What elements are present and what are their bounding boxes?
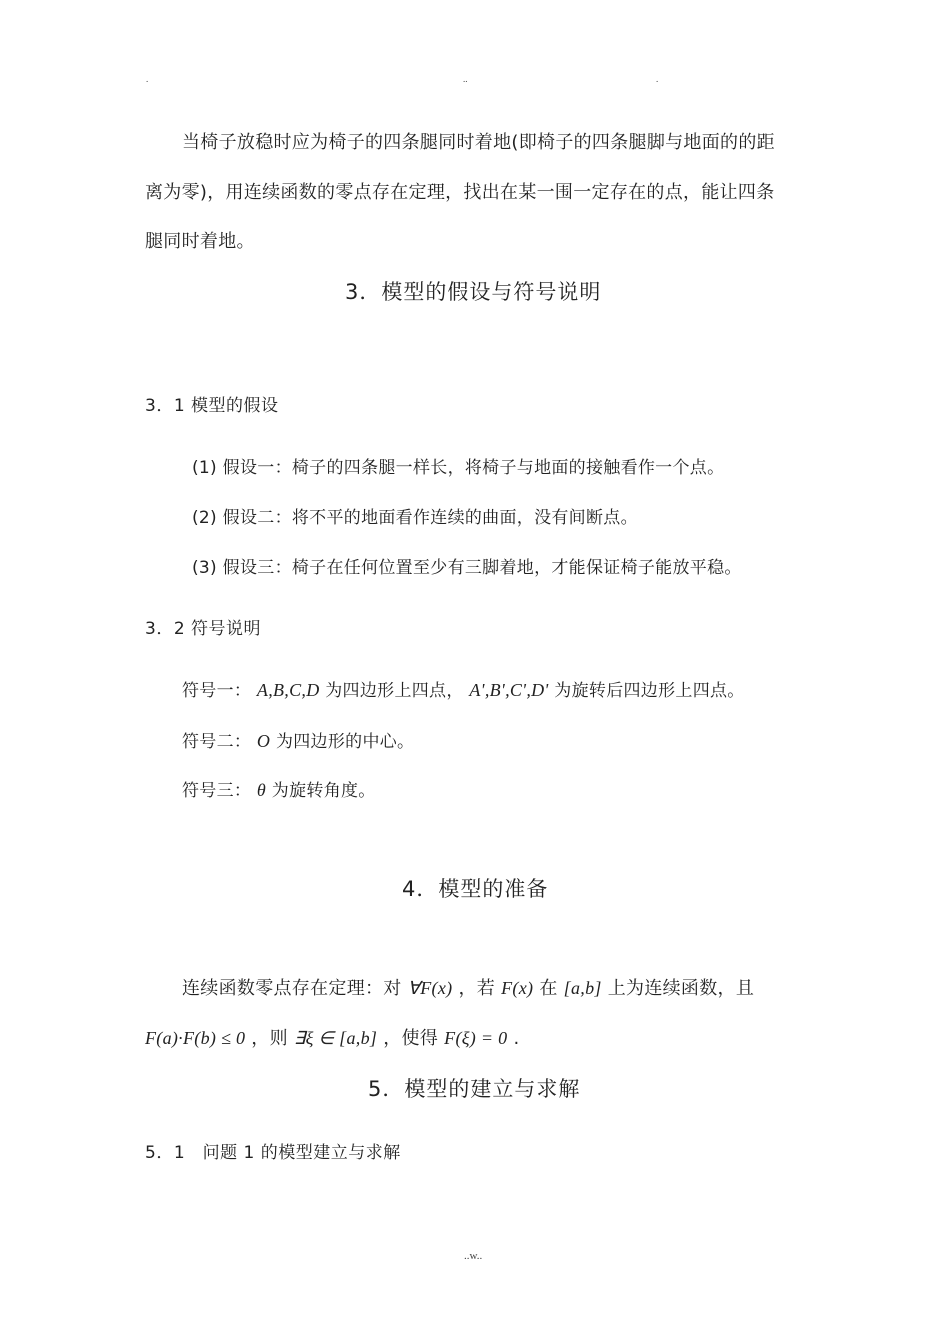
section-5-1-title: 5．1 问题 1 的模型建立与求解	[145, 1143, 401, 1163]
section-3-title: 3．模型的假设与符号说明	[345, 280, 602, 304]
assumption-3: (3) 假设三：椅子在任何位置至少有三脚着地，才能保证椅子能放平稳。	[192, 558, 742, 578]
symbol-3-math: θ	[256, 780, 267, 800]
symbol-1-rotated-points: A',B',C',D'	[469, 680, 549, 700]
symbol-2-math: O	[256, 731, 271, 751]
theorem-math-3: [a,b]	[563, 978, 602, 998]
symbol-3-text: 为旋转角度。	[271, 781, 376, 801]
theorem-math-2: F(x)	[501, 978, 534, 998]
header-dot-left: .	[146, 74, 149, 84]
theorem-text-4: 上为连续函数，且	[607, 978, 755, 999]
header-dot-center: ..	[463, 74, 468, 84]
header-dot-right: .	[656, 74, 659, 84]
section-3-1-title: 3．1 模型的假设	[145, 396, 279, 416]
symbol-2	[182, 727, 414, 752]
section-4-title: 4．模型的准备	[402, 877, 549, 901]
symbol-2-text: 为四边形的中心。	[275, 732, 415, 752]
symbol-1-text-2: 为旋转后四边形上四点。	[554, 681, 745, 701]
theorem-text-7: .	[513, 1028, 520, 1049]
theorem-line-1	[182, 974, 754, 1000]
section-3-2-title: 3．2 符号说明	[145, 619, 262, 639]
symbol-1-label: 符号一：	[182, 681, 252, 701]
symbol-1-points: A,B,C,D	[256, 680, 320, 700]
theorem-text-3: 在	[539, 978, 558, 999]
theorem-text-5: ，则	[251, 1028, 288, 1049]
page-footer: ..w..	[464, 1250, 483, 1262]
theorem-text-1: 连续函数零点存在定理：对	[182, 978, 402, 999]
symbol-2-label: 符号二：	[182, 732, 252, 752]
symbol-3-label: 符号三：	[182, 781, 252, 801]
section-5-title: 5．模型的建立与求解	[368, 1077, 581, 1101]
theorem-math-4: F(a)·F(b) ≤ 0	[145, 1028, 246, 1048]
symbol-1-text: 为四边形上四点，	[325, 681, 464, 701]
symbol-1	[182, 676, 745, 701]
intro-line-3: 腿同时着地。	[145, 231, 255, 252]
theorem-math-5: ∃ξ ∈ [a,b]	[293, 1028, 378, 1048]
theorem-line-2	[145, 1024, 519, 1050]
symbol-3	[182, 776, 376, 801]
theorem-text-2: ，若	[458, 978, 496, 999]
assumption-1: (1) 假设一：椅子的四条腿一样长，将椅子与地面的接触看作一个点。	[192, 458, 725, 478]
intro-line-1: 当椅子放稳时应为椅子的四条腿同时着地(即椅子的四条腿脚与地面的的距	[182, 132, 775, 153]
theorem-text-6: ，使得	[383, 1028, 439, 1049]
intro-line-2: 离为零)，用连续函数的零点存在定理，找出在某一围一定存在的点，能让四条	[145, 182, 775, 203]
theorem-math-1: ∀F(x)	[407, 978, 453, 998]
assumption-2: (2) 假设二：将不平的地面看作连续的曲面，没有间断点。	[192, 508, 638, 528]
theorem-math-6: F(ξ) = 0	[444, 1028, 508, 1048]
